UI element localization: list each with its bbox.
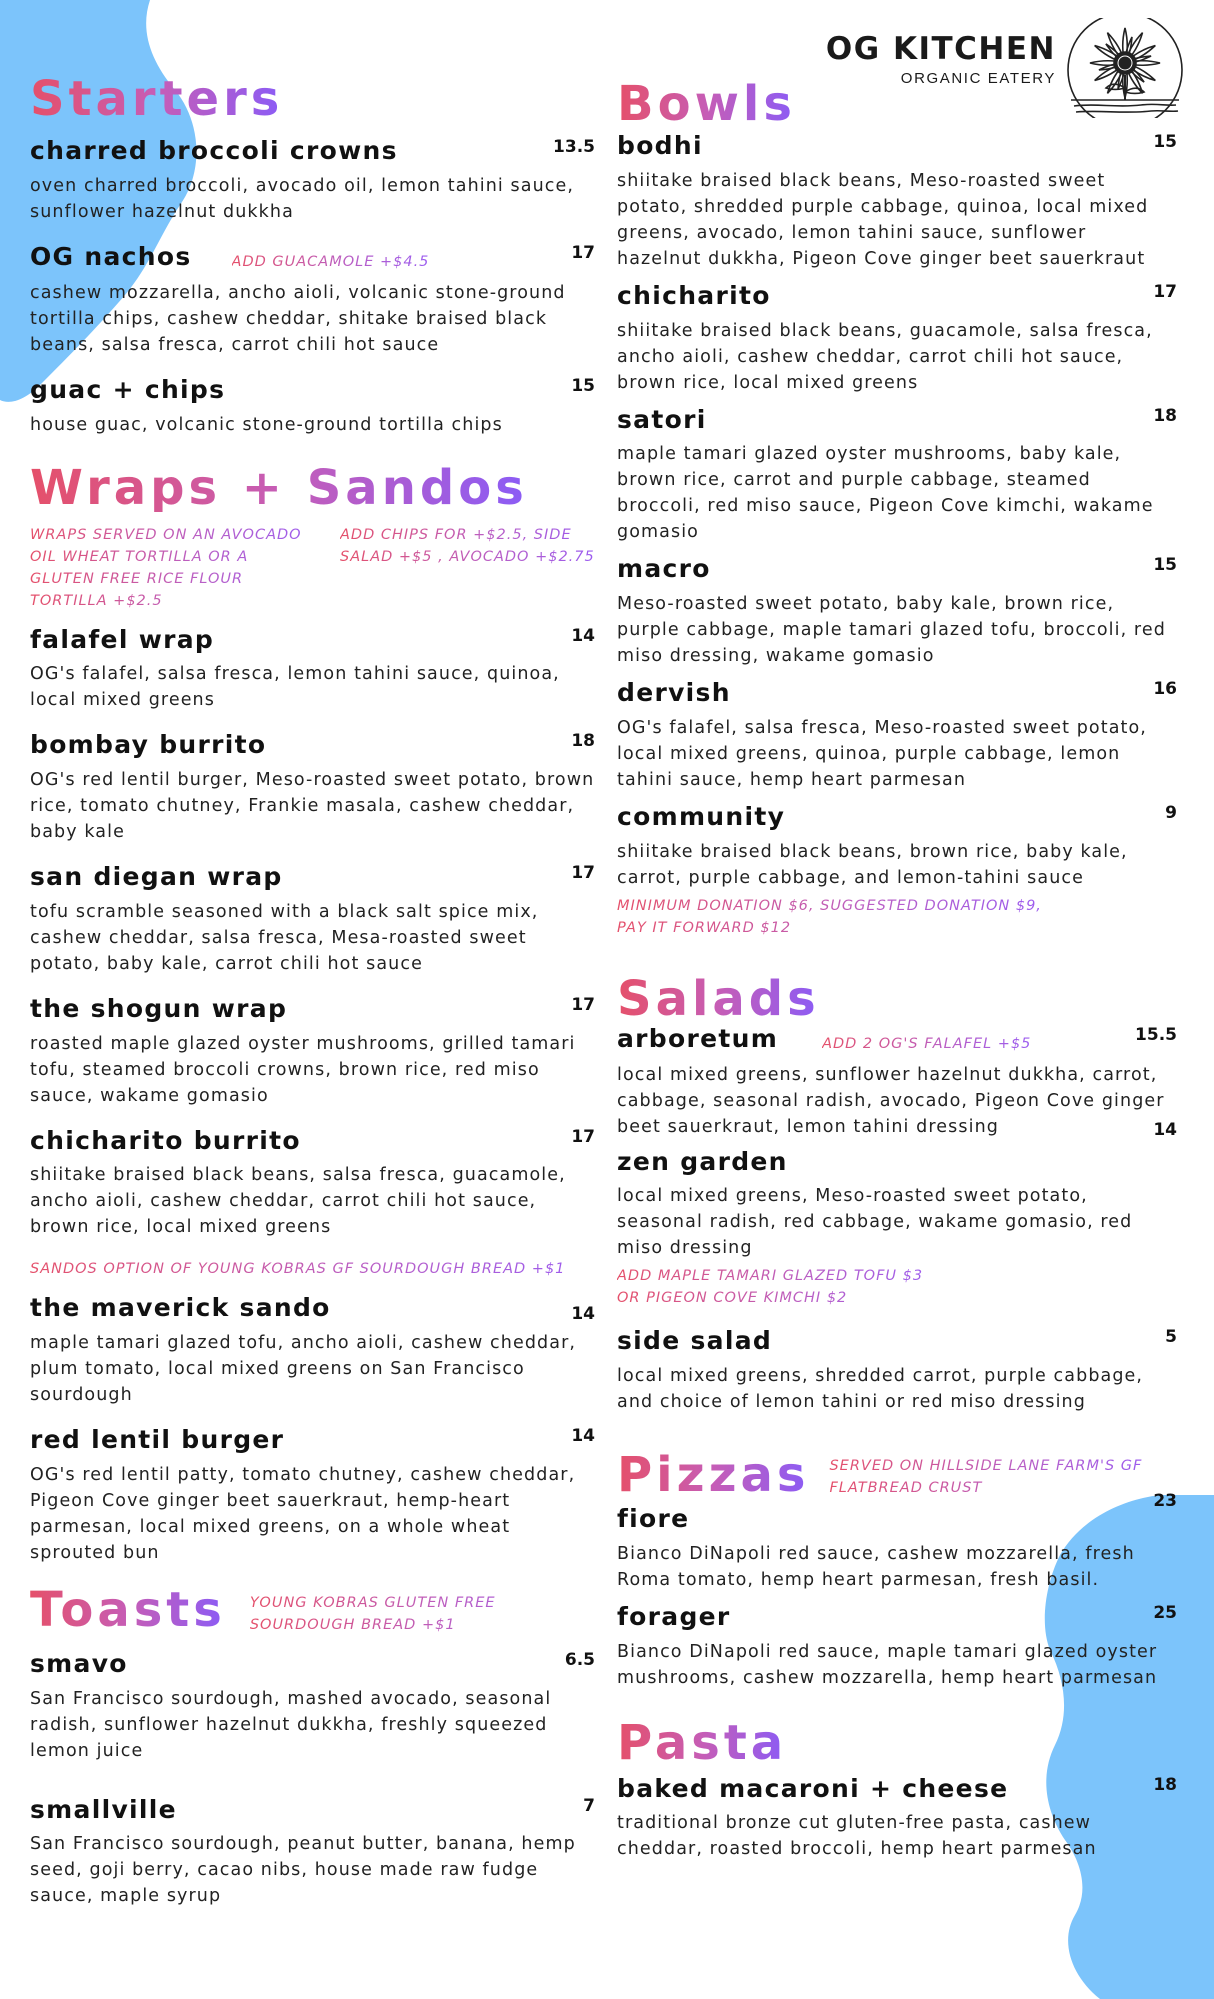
left-column (30, 71, 595, 1939)
salads-section (617, 970, 1177, 1416)
item-price: 18 (1153, 1774, 1177, 1795)
item-name: chicharito burrito (30, 1125, 301, 1155)
pizzas-note: SERVED ON HILLSIDE LANE FARM'S GF FLATBREAD CRUST (829, 1455, 1149, 1499)
item-name: bombay burrito (30, 730, 267, 760)
menu-item (617, 1119, 1177, 1310)
menu-item (30, 243, 595, 358)
item-description: OG's red lentil patty, tomato chutney, cashew cheddar, Pigeon Cove ginger beet sauerkraut, hemp-heart parmesan, local mixed greens, on a whole wheat sprouted bun (30, 1464, 576, 1563)
menu-item (617, 1775, 1177, 1863)
menu-item (617, 1491, 1177, 1593)
menu-item (617, 555, 1177, 669)
pizzas-section (617, 1447, 1177, 1691)
item-description: traditional bronze cut gluten-free pasta, cashew cheddar, roasted broccoli, hemp heart parmesan (617, 1813, 1097, 1860)
item-price: 16 (1153, 679, 1177, 699)
item-description: local mixed greens, Meso-roasted sweet potato, seasonal radish, red cabbage, wakame gomasio, red miso dressing (617, 1186, 1133, 1259)
menu-item (30, 1127, 595, 1241)
item-price: 25 (1153, 1602, 1177, 1623)
item-price: 17 (571, 863, 595, 883)
item-price: 14 (571, 1426, 595, 1446)
item-addon-note: ADD 2 OG'S FALAFEL +$5 (822, 1033, 1031, 1055)
toasts-note: YOUNG KOBRAS GLUTEN FREE SOURDOUGH BREAD +$1 (250, 1592, 595, 1636)
item-description: cashew mozzarella, ancho aioli, volcanic stone-ground tortilla chips, cashew cheddar, shitake braised black beans, salsa fresca, carrot chili hot sauce (30, 282, 566, 355)
item-name: satori (617, 404, 707, 434)
item-price: 23 (1153, 1491, 1177, 1511)
toasts-section (30, 1581, 595, 1910)
item-price: 7 (583, 1795, 595, 1816)
menu-item (30, 137, 595, 225)
menu-item (617, 406, 1177, 546)
item-name: charred broccoli crowns (30, 136, 398, 165)
item-price: 17 (571, 1126, 595, 1147)
donation-note: MINIMUM DONATION $6, SUGGESTED DONATION $9, PAY IT FORWARD $12 (617, 895, 1047, 939)
item-price: 9 (1165, 802, 1177, 823)
brand-subtitle: ORGANIC EATERY (900, 70, 1056, 87)
item-name: the maverick sando (30, 1293, 331, 1323)
section-title-bowls: Bowls (617, 76, 796, 132)
menu-item (30, 1650, 595, 1764)
item-description: maple tamari glazed oyster mushrooms, baby kale, brown rice, carrot and purple cabbage, steamed broccoli, red miso sauce, Pigeon Cove kimchi, wakame gomasio (617, 444, 1154, 543)
wraps-note-addons: ADD CHIPS FOR +$2.5, SIDE SALAD +$5 , AVOCADO +$2.75 (340, 524, 595, 612)
section-title-toasts: Toasts (30, 1581, 226, 1638)
item-name: guac + chips (30, 374, 226, 404)
sunflower-logo-icon (1066, 18, 1184, 118)
menu-item (617, 679, 1177, 793)
wraps-section (30, 459, 595, 1566)
item-price: 15.5 (1135, 1024, 1177, 1045)
item-price: 18 (1153, 405, 1177, 426)
item-price: 15 (571, 375, 595, 396)
item-description: OG's falafel, salsa fresca, Meso-roasted sweet potato, local mixed greens, quinoa, purple cabbage, lemon tahini sauce, hemp heart parmesan (617, 717, 1147, 790)
item-price: 14 (571, 625, 595, 646)
section-title-wraps: Wraps + Sandos (30, 459, 528, 516)
menu-item (30, 731, 595, 845)
item-price: 17 (1153, 281, 1177, 302)
brand-header (826, 18, 1184, 118)
item-description: San Francisco sourdough, peanut butter, banana, hemp seed, goji berry, cacao nibs, house made raw fudge sauce, maple syrup (30, 1834, 576, 1907)
item-description: roasted maple glazed oyster mushrooms, grilled tamari tofu, steamed broccoli crowns, brown rice, red miso sauce, wakame gomasio (30, 1033, 576, 1106)
item-name: side salad (617, 1326, 773, 1356)
item-name: the shogun wrap (30, 993, 288, 1023)
item-description: shiitake braised black beans, guacamole, salsa fresca, ancho aioli, cashew cheddar, carrot chili hot sauce, brown rice, local mixed greens (617, 320, 1153, 393)
menu-item (30, 995, 595, 1109)
item-description: local mixed greens, shredded carrot, purple cabbage, and choice of lemon tahini or red miso dressing (617, 1366, 1144, 1412)
item-description: OG's falafel, salsa fresca, lemon tahini sauce, quinoa, local mixed greens (30, 664, 560, 711)
item-name: community (617, 801, 786, 831)
item-addon-note: ADD GUACAMOLE +$4.5 (232, 251, 430, 273)
menu-item (30, 1294, 595, 1408)
item-name: san diegan wrap (30, 862, 283, 891)
item-name: red lentil burger (30, 1425, 285, 1454)
brand-name: OG KITCHEN (825, 31, 1056, 67)
item-price: 6.5 (564, 1649, 595, 1670)
item-price: 15 (1153, 132, 1177, 152)
item-price: 15 (1153, 555, 1177, 576)
menu-item (617, 1025, 1177, 1140)
menu-item (30, 1426, 595, 1566)
item-price: 17 (571, 994, 595, 1015)
sandos-note: SANDOS OPTION OF YOUNG KOBRAS GF SOURDOUGH BREAD +$1 (30, 1258, 595, 1280)
wraps-note-tortilla: WRAPS SERVED ON AN AVOCADO OIL WHEAT TORTILLA OR A GLUTEN FREE RICE FLOUR TORTILLA +$2.5 (30, 524, 315, 612)
item-name: smavo (30, 1648, 128, 1678)
item-description: Bianco DiNapoli red sauce, maple tamari glazed oyster mushrooms, cashew mozzarella, hemp heart parmesan (617, 1641, 1158, 1688)
starters-section (30, 71, 595, 438)
menu-item (30, 626, 595, 714)
item-name: dervish (617, 678, 731, 707)
section-title-pasta: Pasta (617, 1714, 788, 1771)
item-description: Bianco DiNapoli red sauce, cashew mozzarella, fresh Roma tomato, hemp heart parmesan, fresh basil. (617, 1543, 1135, 1590)
menu-item (617, 282, 1177, 396)
item-name: bodhi (617, 131, 703, 160)
item-name: OG nachos (30, 241, 192, 271)
item-description: OG's red lentil burger, Meso-roasted sweet potato, brown rice, tomato chutney, Frankie masala, cashew cheddar, baby kale (30, 770, 595, 842)
section-title-salads: Salads (617, 970, 820, 1027)
pasta-section (617, 1714, 1177, 1863)
item-price: 14 (1153, 1119, 1177, 1140)
menu-item (30, 376, 595, 438)
item-description: shiitake braised black beans, Meso-roasted sweet potato, shredded purple cabbage, quinoa, local mixed greens, avocado, lemon tahini sauce, sunflower hazelnut dukkha, Pigeon Cove ginger beet sauerkraut (617, 170, 1149, 269)
item-description: San Francisco sourdough, mashed avocado, seasonal radish, sunflower hazelnut dukkha, freshly squeezed lemon juice (30, 1688, 552, 1761)
menu-item (617, 803, 1177, 939)
item-price: 17 (571, 242, 595, 263)
wraps-notes (30, 524, 595, 612)
item-name: baked macaroni + cheese (617, 1773, 1009, 1803)
item-name: arboretum (617, 1023, 779, 1053)
menu-item (617, 132, 1177, 272)
item-description: oven charred broccoli, avocado oil, lemon tahini sauce, sunflower hazelnut dukkha (30, 175, 575, 222)
menu-item (617, 1603, 1177, 1691)
item-name: zen garden (617, 1146, 788, 1176)
menu-item (30, 1796, 595, 1910)
section-title-starters: Starters (30, 71, 284, 127)
item-name: fiore (617, 1504, 690, 1533)
item-name: falafel wrap (30, 624, 215, 654)
item-name: macro (617, 554, 711, 584)
item-description: house guac, volcanic stone-ground tortilla chips (30, 414, 503, 435)
item-description: shiitake braised black beans, brown rice, baby kale, carrot, purple cabbage, and lemon-tahini sauce (617, 841, 1128, 888)
zen-garden-addon-note: ADD MAPLE TAMARI GLAZED TOFU $3 OR PIGEON COVE KIMCHI $2 (617, 1265, 937, 1309)
item-name: chicharito (617, 280, 771, 310)
item-description: shiitake braised black beans, salsa fresca, guacamole, ancho aioli, cashew cheddar, carrot chili hot sauce, brown rice, local mixed greens (30, 1165, 566, 1238)
section-title-pizzas: Pizzas (617, 1447, 810, 1503)
item-price: 18 (571, 731, 595, 752)
item-price: 5 (1165, 1327, 1177, 1348)
item-price: 13.5 (553, 137, 595, 157)
item-description: tofu scramble seasoned with a black salt spice mix, cashew cheddar, salsa fresca, Mesa-roasted sweet potato, baby kale, carrot chili hot sauce (30, 901, 539, 974)
item-price: 14 (571, 1304, 595, 1325)
item-name: forager (617, 1601, 731, 1631)
item-name: smallville (30, 1794, 177, 1824)
item-description: local mixed greens, sunflower hazelnut dukkha, carrot, cabbage, seasonal radish, avocado, Pigeon Cove ginger beet sauerkraut, lemon tahini dressing (617, 1064, 1165, 1137)
menu-item (617, 1327, 1177, 1415)
menu-item (30, 863, 595, 977)
item-description: maple tamari glazed tofu, ancho aioli, cashew cheddar, plum tomato, local mixed greens on San Francisco sourdough (30, 1333, 577, 1405)
item-description: Meso-roasted sweet potato, baby kale, brown rice, purple cabbage, maple tamari glazed tofu, broccoli, red miso dressing, wakame gomasio (617, 594, 1166, 666)
